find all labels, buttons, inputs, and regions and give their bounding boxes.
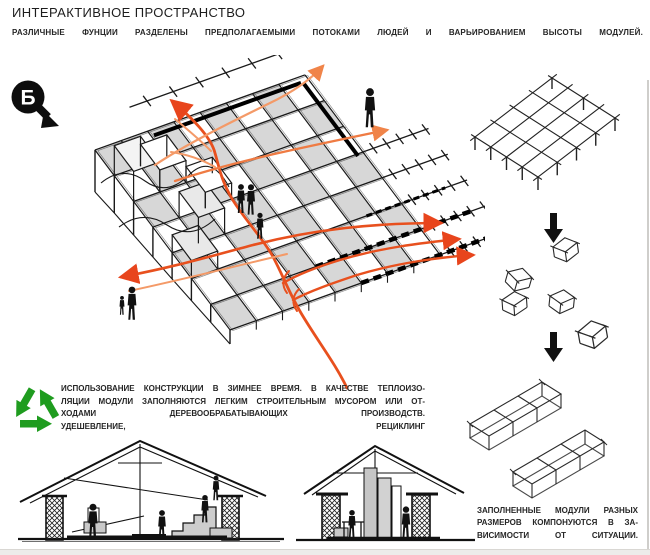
tall-panel bbox=[364, 468, 377, 538]
main-axon-diagram bbox=[25, 55, 485, 400]
note-line: ЛЯЦИИ МОДУЛИ ЗАПОЛНЯЮТСЯ ЛЕГКИМ СТРОИТЕЛЬНЫМ МУСОРОМ ИЛИ ОТ- bbox=[61, 396, 425, 406]
lattice-column bbox=[46, 496, 63, 540]
modules-caption bbox=[477, 505, 638, 542]
assembly-sequence bbox=[458, 72, 628, 512]
section-drawing-right bbox=[296, 446, 475, 540]
section-drawings bbox=[12, 438, 477, 550]
person-silhouette bbox=[402, 506, 410, 538]
lattice-column bbox=[412, 495, 430, 540]
recycle-icon bbox=[11, 381, 61, 437]
section-drawing-left bbox=[18, 441, 284, 542]
module-grid-diagram bbox=[470, 74, 620, 190]
axon-grid bbox=[73, 55, 485, 335]
page-subtitle: РАЗЛИЧНЫЕ ФУНЦИИ РАЗДЕЛЕНЫ ПРЕДПОЛАГАЕМЫМИ ПОТОКАМИ ЛЮДЕЙ И ВАРЬИРОВАНИЕМ ВЫСОТЫ МОДУЛЕЙ. bbox=[12, 28, 643, 37]
modules-zigzag-diagram bbox=[467, 379, 607, 498]
person-silhouette bbox=[120, 296, 125, 315]
scan-edge-right bbox=[647, 80, 649, 555]
caption-line: ЗАПОЛНЕННЫЕ МОДУЛИ РАЗНЫХ bbox=[477, 506, 638, 515]
note-line: ИСПОЛЬЗОВАНИЕ КОНСТРУКЦИИ В ЗИМНЕЕ ВРЕМЯ. В КАЧЕСТВЕ ТЕПЛОИЗО- bbox=[61, 384, 425, 393]
caption-line: ВИСИМОСТИ ОТ СИТУАЦИИ. bbox=[477, 530, 638, 540]
arrow-down-icon bbox=[544, 213, 563, 243]
arrow-down-icon bbox=[544, 332, 563, 362]
marker-letter: Б bbox=[20, 86, 36, 110]
stepped-seating bbox=[172, 507, 216, 538]
note-line: ХОДАМИ ДЕРЕВООБРАБАТЫВАЮЩИХ ПРОИЗВОДСТВ. bbox=[61, 409, 425, 419]
person-silhouette bbox=[365, 88, 375, 127]
scan-edge-bottom bbox=[0, 549, 650, 555]
note-line: УДЕШЕВЛЕНИЕ, РЕЦИКЛИНГ bbox=[61, 421, 425, 431]
caption-line: РАЗМЕРОВ КОМПОНУЮТСЯ В ЗА- bbox=[477, 518, 638, 528]
recycle-note bbox=[61, 383, 425, 433]
tall-panel bbox=[378, 478, 391, 538]
roof-line bbox=[20, 441, 266, 502]
person-silhouette bbox=[348, 510, 355, 537]
page-title: ИНТЕРАКТИВНОЕ ПРОСТРАНСТВО bbox=[12, 5, 246, 20]
